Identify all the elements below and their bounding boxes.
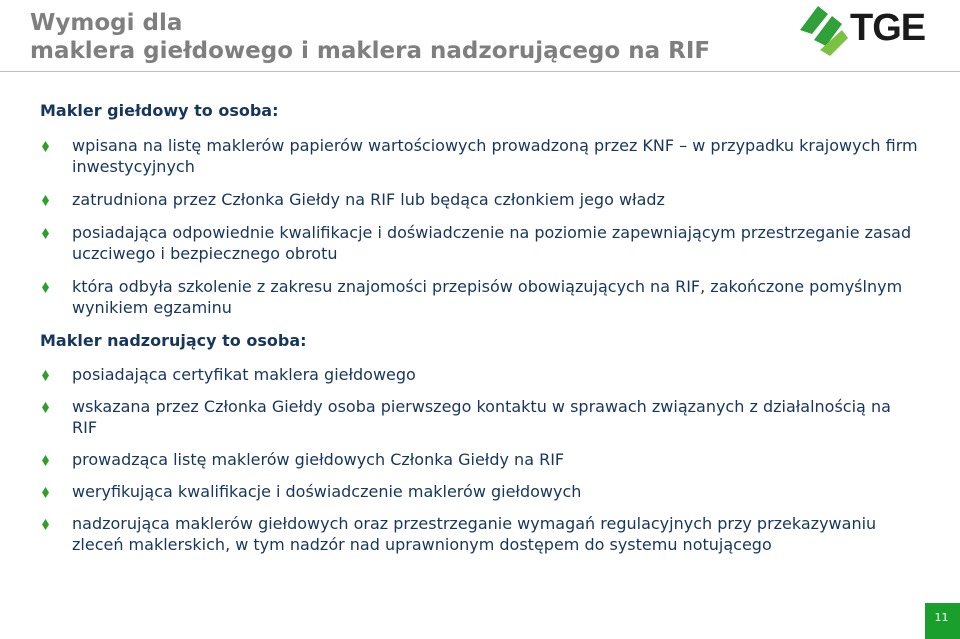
slide-content [40, 100, 920, 566]
list-item-text: weryfikująca kwalifikacje i doświadczenie maklerów giełdowych [72, 482, 582, 501]
list-item-text: wpisana na listę maklerów papierów wartościowych prowadzoną przez KNF – w przypadku krajowych firm inwestycyjnych [72, 136, 918, 176]
section-heading: Makler nadzorujący to osoba: [40, 331, 307, 350]
diamond-bullet-icon [42, 487, 49, 498]
page-number: 11 [934, 611, 949, 624]
diamond-bullet-icon [42, 402, 49, 413]
diamond-bullet-icon [42, 519, 49, 530]
bullet-list [40, 364, 920, 555]
list-item [40, 449, 920, 470]
title-line-2: maklera giełdowego i maklera nadzorującego na RIF [30, 38, 711, 64]
section-heading: Makler giełdowy to osoba: [40, 101, 279, 120]
section-makler-nadzorujacy [40, 330, 920, 555]
list-item [40, 396, 920, 438]
list-item [40, 481, 920, 502]
list-item [40, 364, 920, 385]
list-item [40, 189, 920, 210]
bullet-list [40, 135, 920, 318]
slide-title [30, 9, 710, 65]
diamond-bullet-icon [42, 455, 49, 466]
list-item [40, 222, 920, 264]
list-item-text: posiadająca odpowiednie kwalifikacje i doświadczenie na poziomie zapewniającym przestrzeganie zasad uczciwego i bezpiecznego obrotu [72, 223, 912, 263]
list-item-text: która odbyła szkolenie z zakresu znajomości przepisów obowiązujących na RIF, zakończone pomyślnym wynikiem egzaminu [72, 277, 903, 317]
diamond-bullet-icon [42, 141, 49, 152]
title-line-1: Wymogi dla [30, 10, 183, 36]
diamond-bullet-icon [42, 195, 49, 206]
header-divider [0, 71, 960, 72]
diamond-bullet-icon [42, 228, 49, 239]
list-item-text: wskazana przez Członka Giełdy osoba pierwszego kontaktu w sprawach związanych z działalnością na RIF [72, 397, 891, 437]
list-item-text: zatrudniona przez Członka Giełdy na RIF lub będąca członkiem jego władz [72, 190, 665, 209]
list-item [40, 135, 920, 177]
list-item-text: nadzorująca maklerów giełdowych oraz przestrzeganie wymagań regulacyjnych przy przekazywaniu zleceń maklerskich, w tym nadzór nad uprawnionym dostępem do systemu notującego [72, 514, 877, 554]
logo-text: TGE [850, 7, 926, 49]
list-item [40, 276, 920, 318]
list-item-text: prowadząca listę maklerów giełdowych Członka Giełdy na RIF [72, 450, 565, 469]
list-item-text: posiadająca certyfikat maklera giełdowego [72, 365, 416, 384]
diamond-bullet-icon [42, 282, 49, 293]
diamond-bullet-icon [42, 370, 49, 381]
list-item [40, 513, 920, 555]
slide-header [0, 0, 960, 72]
section-makler-gieldowy [40, 100, 920, 318]
